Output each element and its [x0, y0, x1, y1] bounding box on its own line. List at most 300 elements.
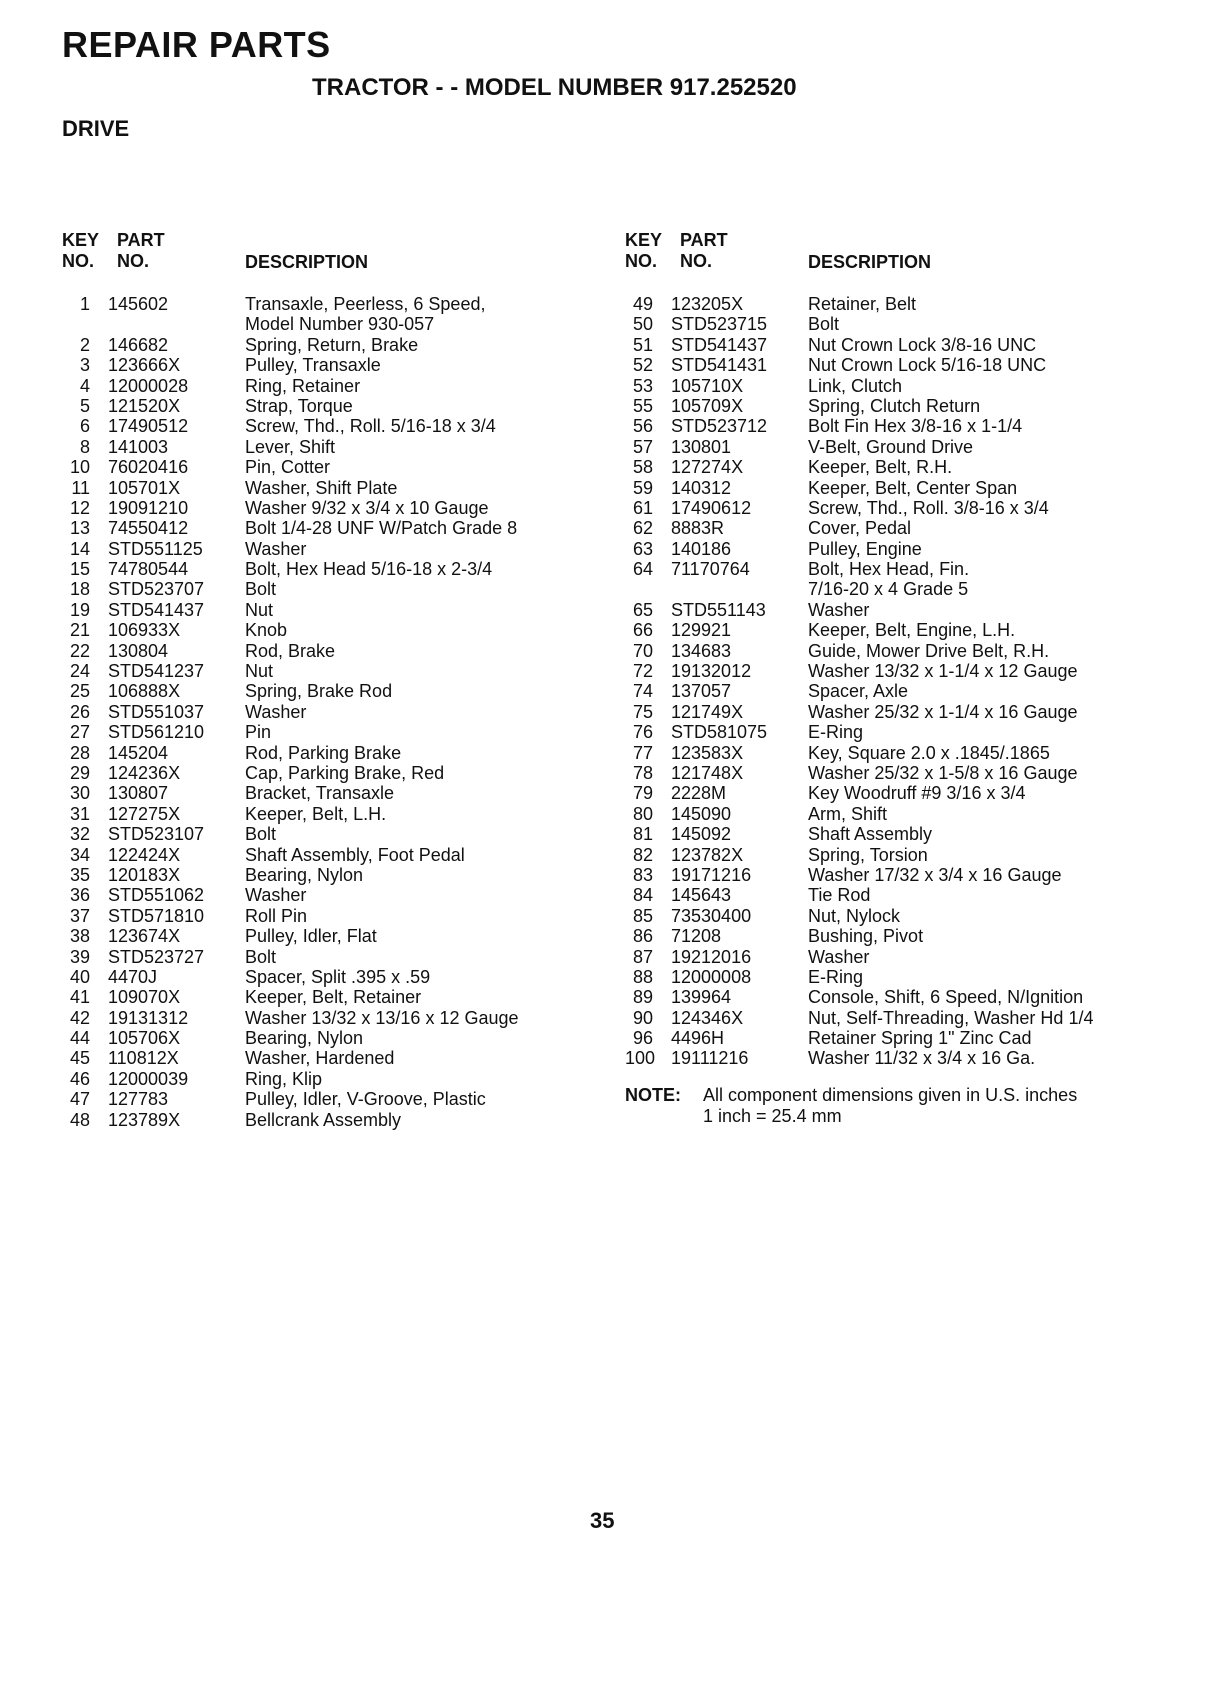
part-number: 145090: [671, 803, 732, 824]
part-description: Bushing, Pivot: [808, 926, 924, 947]
key-number: 58: [632, 457, 653, 478]
part-description: Nut Crown Lock 3/8-16 UNC: [808, 334, 1037, 355]
key-number: 55: [632, 395, 653, 416]
part-number: 74550412: [108, 518, 189, 539]
part-description: Bolt, Hex Head 5/16-18 x 2-3/4: [245, 559, 493, 580]
part-row: [62, 579, 622, 599]
part-description: E-Ring: [808, 966, 864, 987]
key-number: 100: [625, 1048, 656, 1069]
key-number: 21: [69, 620, 90, 641]
part-number: STD541437: [108, 599, 205, 620]
part-number: 123674X: [108, 926, 181, 947]
key-label: KEY: [62, 230, 100, 250]
key-number: 48: [69, 1109, 90, 1130]
part-description: Washer 25/32 x 1-1/4 x 16 Gauge: [808, 701, 1078, 722]
part-number: 146682: [108, 334, 169, 355]
part-row: [625, 681, 1185, 701]
key-number: 8: [79, 436, 90, 457]
part-description: Bolt: [245, 579, 277, 600]
part-no-header: [117, 230, 165, 272]
part-description: Nut, Self-Threading, Washer Hd 1/4: [808, 1007, 1094, 1028]
key-number: 79: [632, 783, 653, 804]
part-description: E-Ring: [808, 722, 864, 743]
part-row: [62, 498, 622, 518]
part-row: [625, 702, 1185, 722]
key-number: 11: [71, 477, 90, 498]
part-row: [625, 865, 1185, 885]
key-number: 39: [69, 946, 90, 967]
key-number: 76: [632, 722, 653, 743]
part-row: [625, 437, 1185, 457]
part-row: [625, 661, 1185, 681]
part-row: [625, 743, 1185, 763]
part-description: Ring, Klip: [245, 1068, 323, 1089]
description-header: DESCRIPTION: [245, 252, 369, 272]
part-number: STD551037: [108, 701, 205, 722]
part-number: 121749X: [671, 701, 744, 722]
part-number: 73530400: [671, 905, 752, 926]
part-number: 121748X: [671, 762, 744, 783]
part-description: Pulley, Idler, Flat: [245, 926, 377, 947]
key-number: 57: [632, 436, 653, 457]
part-number: 145092: [671, 824, 732, 845]
part-description: Keeper, Belt, L.H.: [245, 803, 387, 824]
part-number: STD551143: [671, 599, 766, 620]
part-description: Retainer Spring 1" Zinc Cad: [808, 1028, 1032, 1049]
part-number: 12000008: [671, 966, 752, 987]
part-description: Screw, Thd., Roll. 3/8-16 x 3/4: [808, 497, 1049, 518]
part-number: 130807: [108, 783, 169, 804]
part-row: [62, 885, 622, 905]
note-text: All component dimensions given in U.S. inches: [703, 1084, 1078, 1105]
part-description: Washer: [245, 885, 307, 906]
part-description: Washer 25/32 x 1-5/8 x 16 Gauge: [808, 762, 1078, 783]
key-number: 75: [632, 701, 653, 722]
key-number: 61: [632, 497, 653, 518]
part-description: Roll Pin: [245, 905, 308, 926]
key-number: 3: [79, 355, 90, 376]
key-number: 38: [69, 926, 90, 947]
part-row: [62, 661, 622, 681]
part-description: Bolt, Hex Head, Fin.: [808, 559, 970, 580]
part-row: [625, 314, 1185, 334]
part-description: Spacer, Axle: [808, 681, 909, 702]
part-description: Console, Shift, 6 Speed, N/Ignition: [808, 987, 1084, 1008]
part-row: [62, 967, 622, 987]
part-description: Key Woodruff #9 3/16 x 3/4: [808, 783, 1026, 804]
part-number: STD523712: [671, 416, 768, 437]
key-number: 29: [69, 762, 90, 783]
part-row: [625, 376, 1185, 396]
part-row: [625, 1008, 1185, 1028]
model-title: TRACTOR - - MODEL NUMBER 917.252520: [312, 74, 797, 101]
key-number: 86: [632, 926, 653, 947]
note-conversion: 1 inch = 25.4 mm: [703, 1105, 842, 1126]
part-number: 129921: [671, 620, 732, 641]
part-row: [625, 967, 1185, 987]
part-description: Cover, Pedal: [808, 518, 912, 539]
key-number: 6: [79, 416, 90, 437]
part-description: Keeper, Belt, Center Span: [808, 477, 1018, 498]
key-number: 45: [69, 1048, 90, 1069]
part-description: Rod, Brake: [245, 640, 336, 661]
part-number: 19111216: [671, 1048, 749, 1069]
part-row: [62, 416, 622, 436]
key-number: 87: [632, 946, 653, 967]
key-number: 5: [79, 395, 90, 416]
part-row: [625, 539, 1185, 559]
part-row: [62, 926, 622, 946]
part-row: [62, 355, 622, 375]
part-label: PART: [117, 230, 165, 250]
part-description: Pin: [245, 722, 272, 743]
key-number: 10: [69, 457, 90, 478]
part-number: 105706X: [108, 1028, 181, 1049]
part-number: 141003: [108, 436, 169, 457]
part-row: [625, 926, 1185, 946]
part-description: Knob: [245, 620, 288, 641]
part-number: 120183X: [108, 864, 181, 885]
part-row: [62, 559, 622, 579]
part-description: Keeper, Belt, Engine, L.H.: [808, 620, 1016, 641]
part-description: Arm, Shift: [808, 803, 888, 824]
key-number: 42: [69, 1007, 90, 1028]
page-number: 35: [590, 1508, 615, 1533]
part-number: 17490512: [108, 416, 189, 437]
key-number: 34: [69, 844, 90, 865]
part-description: Keeper, Belt, R.H.: [808, 457, 953, 478]
part-row: [625, 600, 1185, 620]
part-number: 139964: [671, 987, 732, 1008]
part-description: Bearing, Nylon: [245, 864, 364, 885]
part-number: 124346X: [671, 1007, 744, 1028]
part-number: 19131312: [108, 1007, 189, 1028]
part-row: [62, 539, 622, 559]
part-number: STD541431: [671, 355, 768, 376]
part-number: 123782X: [671, 844, 744, 865]
part-number: STD551125: [108, 538, 203, 559]
part-row: [62, 641, 622, 661]
part-description: Ring, Retainer: [245, 375, 361, 396]
key-number: 88: [632, 966, 653, 987]
key-number: 18: [69, 579, 90, 600]
part-description: Washer: [808, 946, 870, 967]
column-headers: [625, 230, 1185, 274]
part-row: [62, 906, 622, 926]
part-row: [625, 722, 1185, 742]
part-description: Spring, Brake Rod: [245, 681, 393, 702]
part-number: 145602: [108, 294, 169, 314]
part-row: [625, 845, 1185, 865]
part-row: [62, 294, 622, 314]
part-row: [625, 518, 1185, 538]
key-number: 44: [69, 1028, 90, 1049]
key-number: 25: [69, 681, 90, 702]
part-number: 127783: [108, 1089, 169, 1110]
key-number: 19: [69, 599, 90, 620]
part-row: [625, 498, 1185, 518]
part-description: Washer, Hardened: [245, 1048, 395, 1069]
part-number: 76020416: [108, 457, 189, 478]
part-row: [625, 783, 1185, 803]
key-number: 80: [632, 803, 653, 824]
part-description: Washer 11/32 x 3/4 x 16 Ga.: [808, 1048, 1036, 1069]
note-label: NOTE:: [625, 1084, 681, 1105]
part-description: Bolt 1/4-28 UNF W/Patch Grade 8: [245, 518, 518, 539]
key-number: 78: [632, 762, 653, 783]
part-description: Bolt: [245, 824, 277, 845]
key-number: 81: [632, 824, 653, 845]
part-row: [625, 947, 1185, 967]
part-description: Washer 13/32 x 13/16 x 12 Gauge: [245, 1007, 519, 1028]
part-row: [62, 947, 622, 967]
key-number: 84: [632, 885, 653, 906]
part-row: [62, 314, 622, 334]
part-number: STD541237: [108, 661, 205, 682]
key-number: 89: [632, 987, 653, 1008]
part-description: Spring, Torsion: [808, 844, 928, 865]
part-description: Rod, Parking Brake: [245, 742, 402, 763]
part-row: [625, 987, 1185, 1007]
part-number: 106888X: [108, 681, 181, 702]
part-row: [62, 437, 622, 457]
part-row: [62, 763, 622, 783]
part-description: Bellcrank Assembly: [245, 1109, 402, 1130]
part-row: [62, 824, 622, 844]
key-number: 37: [69, 905, 90, 926]
part-number: STD571810: [108, 905, 205, 926]
key-number: 62: [632, 518, 653, 539]
part-row: [625, 620, 1185, 640]
part-number: 130801: [671, 436, 732, 457]
no-label: NO.: [625, 251, 658, 271]
part-row: [62, 376, 622, 396]
part-row: [62, 335, 622, 355]
key-number: 12: [69, 497, 90, 518]
part-number: 71170764: [671, 559, 750, 580]
part-number: 145643: [671, 885, 732, 906]
part-description: Washer: [245, 701, 307, 722]
part-description: Bearing, Nylon: [245, 1028, 364, 1049]
part-number: 4470J: [108, 966, 158, 987]
key-number: 74: [632, 681, 653, 702]
key-number: 1: [79, 294, 90, 314]
key-no-header: [625, 230, 662, 272]
part-row: [625, 396, 1185, 416]
part-number: STD523727: [108, 946, 205, 967]
part-number: 134683: [671, 640, 732, 661]
part-row: [625, 1028, 1185, 1048]
part-number: 123666X: [108, 355, 181, 376]
part-row: [62, 1048, 622, 1068]
key-number: 53: [632, 375, 653, 396]
key-number: 64: [632, 559, 653, 580]
key-number: 2: [79, 334, 90, 355]
key-number: 22: [69, 640, 90, 661]
part-row: [62, 478, 622, 498]
part-description: Nut, Nylock: [808, 905, 901, 926]
part-number: 74780544: [108, 559, 189, 580]
key-no-header: [62, 230, 99, 272]
part-description: Spring, Return, Brake: [245, 334, 419, 355]
part-description: Bolt Fin Hex 3/8-16 x 1-1/4: [808, 416, 1023, 437]
key-number: 47: [69, 1089, 90, 1110]
part-description: Washer, Shift Plate: [245, 477, 398, 498]
part-row: [625, 906, 1185, 926]
part-row: [625, 1048, 1185, 1068]
key-number: 70: [632, 640, 653, 661]
part-description: Nut: [245, 599, 274, 620]
part-row: [625, 478, 1185, 498]
part-description: Washer 17/32 x 3/4 x 16 Gauge: [808, 864, 1062, 885]
part-row: [62, 743, 622, 763]
part-number: 19212016: [671, 946, 752, 967]
key-number: 63: [632, 538, 653, 559]
part-number: 127275X: [108, 803, 181, 824]
key-number: 4: [79, 375, 90, 396]
key-number: 49: [632, 294, 653, 314]
part-description: Shaft Assembly: [808, 824, 933, 845]
key-number: 41: [69, 987, 90, 1008]
part-no-label: NO.: [117, 251, 150, 271]
key-number: 90: [632, 1007, 653, 1028]
part-row: [625, 885, 1185, 905]
part-row: [62, 1089, 622, 1109]
part-number: STD523715: [671, 314, 768, 335]
part-number: 2228M: [671, 783, 727, 804]
part-row: [625, 335, 1185, 355]
part-description: 7/16-20 x 4 Grade 5: [808, 579, 969, 600]
part-description: V-Belt, Ground Drive: [808, 436, 974, 457]
key-number: 35: [69, 864, 90, 885]
description-header: DESCRIPTION: [808, 252, 932, 272]
part-row: [625, 579, 1185, 599]
part-number: 8883R: [671, 518, 725, 539]
part-number: 137057: [671, 681, 732, 702]
key-number: 26: [69, 701, 90, 722]
part-description: Retainer, Belt: [808, 294, 917, 314]
key-number: 77: [632, 742, 653, 763]
part-row: [62, 681, 622, 701]
part-number: 145204: [108, 742, 169, 763]
part-number: 12000039: [108, 1068, 189, 1089]
part-number: 140186: [671, 538, 732, 559]
part-number: 123789X: [108, 1109, 181, 1130]
part-number: 109070X: [108, 987, 181, 1008]
part-description: Keeper, Belt, Retainer: [245, 987, 422, 1008]
part-description: Nut: [245, 661, 274, 682]
part-description: Link, Clutch: [808, 375, 903, 396]
part-row: [625, 641, 1185, 661]
part-number: 121520X: [108, 395, 181, 416]
key-number: 85: [632, 905, 653, 926]
part-description: Model Number 930-057: [245, 314, 435, 335]
part-number: STD581075: [671, 722, 768, 743]
no-label: NO.: [62, 251, 95, 271]
part-row: [62, 783, 622, 803]
key-number: 65: [632, 599, 653, 620]
part-description: Pulley, Engine: [808, 538, 922, 559]
part-number: 123205X: [671, 294, 744, 314]
key-number: 31: [69, 803, 90, 824]
part-row: [62, 865, 622, 885]
part-description: Transaxle, Peerless, 6 Speed,: [245, 294, 486, 314]
part-description: Guide, Mower Drive Belt, R.H.: [808, 640, 1050, 661]
part-description: Bolt: [808, 314, 840, 335]
key-number: 72: [632, 661, 653, 682]
key-number: 27: [69, 722, 90, 743]
key-number: 52: [632, 355, 653, 376]
part-description: Washer: [808, 599, 870, 620]
part-row: [625, 559, 1185, 579]
part-number: STD523107: [108, 824, 205, 845]
part-number: 4496H: [671, 1028, 725, 1049]
part-row: [62, 396, 622, 416]
part-number: 105709X: [671, 395, 744, 416]
part-number: 71208: [671, 926, 722, 947]
part-description: Tie Rod: [808, 885, 871, 906]
part-description: Spacer, Split .395 x .59: [245, 966, 431, 987]
part-description: Bracket, Transaxle: [245, 783, 395, 804]
part-row: [62, 518, 622, 538]
part-number: 19171216: [671, 864, 752, 885]
parts-list-right: [625, 230, 1185, 1126]
part-description: Pin, Cotter: [245, 457, 331, 478]
key-number: 50: [632, 314, 653, 335]
part-description: Pulley, Transaxle: [245, 355, 381, 376]
part-description: Spring, Clutch Return: [808, 395, 981, 416]
part-number: 122424X: [108, 844, 181, 865]
parts-list-left: [62, 230, 622, 1130]
part-row: [625, 355, 1185, 375]
parts-rows: [625, 294, 1185, 1069]
part-row: [62, 1110, 622, 1130]
part-row: [62, 1028, 622, 1048]
part-number: 127274X: [671, 457, 744, 478]
part-number: 123583X: [671, 742, 744, 763]
part-row: [625, 457, 1185, 477]
part-number: STD561210: [108, 722, 205, 743]
part-no-header: [680, 230, 728, 272]
part-row: [62, 457, 622, 477]
part-row: [62, 845, 622, 865]
key-number: 46: [69, 1068, 90, 1089]
part-row: [625, 804, 1185, 824]
key-number: 28: [69, 742, 90, 763]
part-row: [62, 620, 622, 640]
part-description: Washer 13/32 x 1-1/4 x 12 Gauge: [808, 661, 1078, 682]
key-number: 14: [69, 538, 90, 559]
part-row: [62, 722, 622, 742]
part-description: Shaft Assembly, Foot Pedal: [245, 844, 465, 865]
part-row: [62, 600, 622, 620]
part-description: Washer 9/32 x 3/4 x 10 Gauge: [245, 497, 489, 518]
part-description: Washer: [245, 538, 307, 559]
part-description: Bolt: [245, 946, 277, 967]
key-number: 36: [69, 885, 90, 906]
parts-rows: [62, 294, 622, 1130]
key-number: 32: [69, 824, 90, 845]
part-row: [625, 763, 1185, 783]
part-label: PART: [680, 230, 728, 250]
part-no-label: NO.: [680, 251, 713, 271]
part-row: [62, 1069, 622, 1089]
part-number: 130804: [108, 640, 169, 661]
part-number: 19132012: [671, 661, 752, 682]
key-number: 15: [69, 559, 90, 580]
part-number: STD541437: [671, 334, 768, 355]
part-row: [625, 294, 1185, 314]
